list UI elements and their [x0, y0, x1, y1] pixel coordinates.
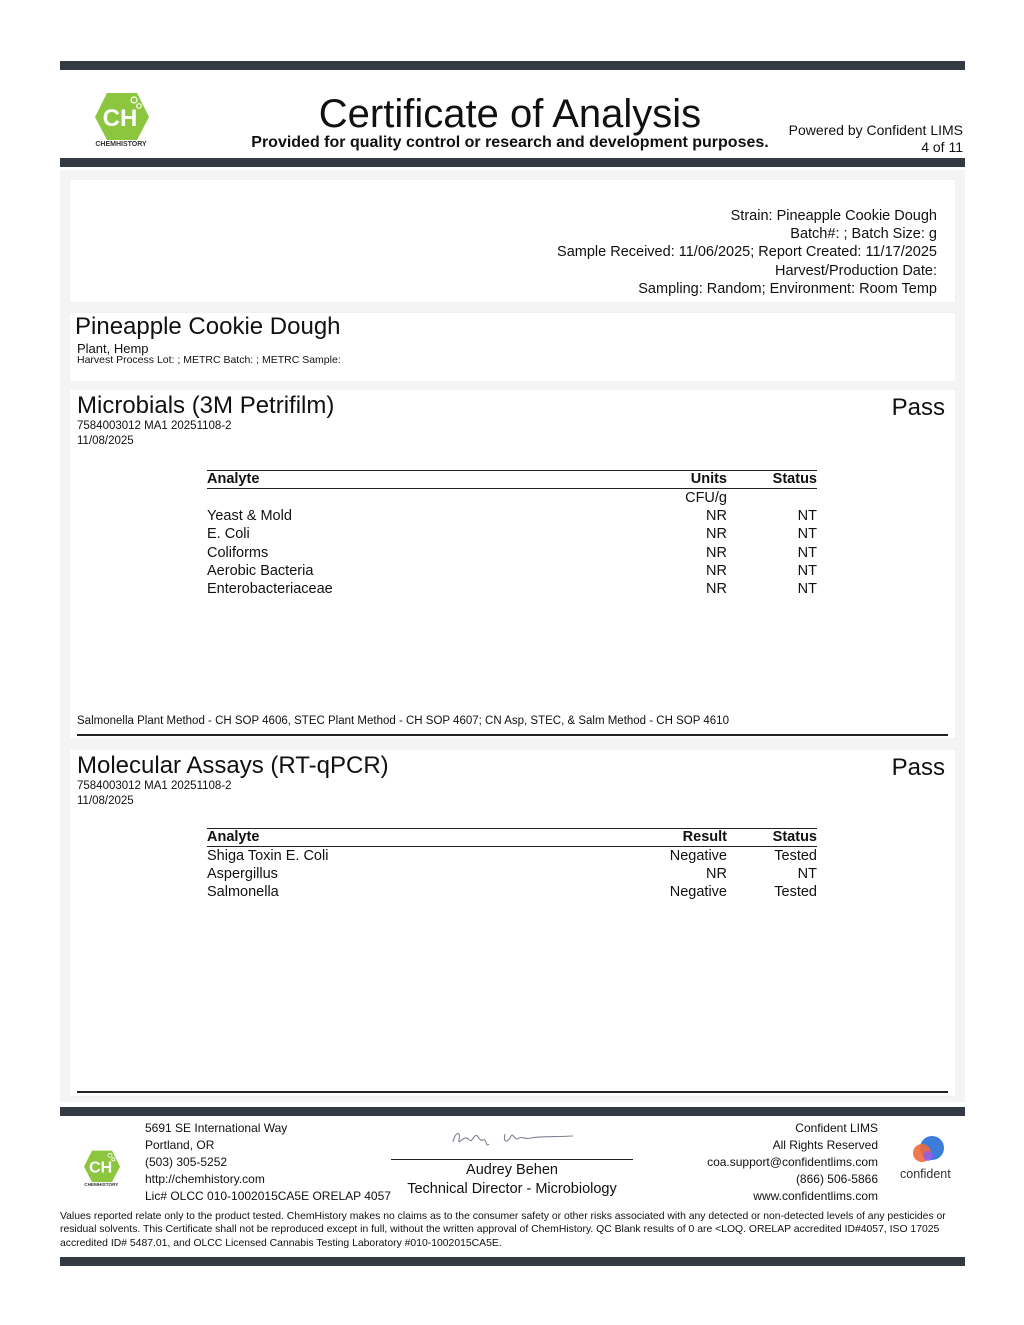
status-cell: Tested [774, 884, 817, 901]
col-status: Status [772, 829, 817, 845]
microbials-table [207, 470, 817, 598]
analyte-cell: Aerobic Bacteria [207, 562, 314, 579]
analyte-cell: Enterobacteriaceae [207, 581, 333, 598]
unit-cell: CFU/g [685, 490, 727, 506]
signature [445, 1124, 585, 1156]
table-row [207, 562, 817, 580]
table-row [207, 525, 817, 543]
section-divider [77, 1091, 948, 1093]
footer-logo-name: CHEMHISTORY [84, 1182, 119, 1187]
analyte-cell: E. Coli [207, 526, 250, 543]
product-lots: Harvest Process Lot: ; METRC Batch: ; METRC Sample: [77, 354, 341, 366]
signer-name: Audrey Behen [466, 1162, 558, 1178]
confident-circles-icon [898, 1134, 960, 1168]
lims-info [707, 1120, 878, 1205]
table-row [207, 580, 817, 598]
table-row [207, 489, 817, 508]
microbials-meta [77, 419, 232, 449]
molecular-panel [70, 750, 955, 1096]
rights-line: All Rights Reserved [772, 1138, 878, 1152]
units-cell: NR [706, 508, 727, 525]
result-cell: Negative [669, 884, 727, 901]
website-link[interactable]: http://chemhistory.com [145, 1172, 265, 1186]
status-cell: NT [797, 866, 817, 883]
bottom-bar [60, 1257, 965, 1266]
col-result: Result [682, 829, 727, 845]
col-status: Status [772, 471, 817, 487]
table-row [207, 847, 817, 866]
status-cell: NT [797, 581, 817, 598]
microbials-title: Microbials (3M Petrifilm) [77, 392, 335, 419]
analyte-cell: Salmonella [207, 884, 279, 901]
signature-scribble-icon [445, 1124, 585, 1156]
status-cell: Tested [774, 848, 817, 864]
molecular-meta [77, 779, 232, 809]
status-cell: NT [797, 544, 817, 561]
result-cell: Negative [669, 848, 727, 864]
powered-by-text: Powered by Confident LIMS [788, 122, 963, 138]
lab-address [145, 1120, 391, 1205]
lims-name: Confident LIMS [795, 1121, 878, 1135]
product-name: Pineapple Cookie Dough [75, 313, 341, 340]
confident-logo [898, 1134, 960, 1184]
col-analyte: Analyte [207, 471, 260, 487]
logo-name: CHEMHISTORY [95, 141, 147, 148]
col-units: Units [690, 471, 727, 487]
sample-info-panel [70, 180, 955, 302]
molecular-table [207, 828, 817, 902]
page-title: Certificate of Analysis [318, 92, 702, 136]
powered-by [789, 122, 963, 156]
microbials-panel [70, 390, 955, 738]
hexagon-logo-icon [92, 90, 152, 148]
microbials-result: Pass [891, 394, 945, 421]
signer-title: Technical Director - Microbiology [407, 1181, 617, 1197]
lims-phone: (866) 506-5866 [795, 1172, 878, 1186]
col-analyte: Analyte [207, 829, 260, 845]
phone-line: (503) 305-5252 [145, 1155, 228, 1169]
footer-bar [60, 1107, 965, 1116]
lims-website-link[interactable]: www.confidentlims.com [753, 1189, 878, 1203]
table-row [207, 865, 817, 883]
address-line: Portland, OR [145, 1138, 215, 1152]
table-row [207, 507, 817, 525]
table-row [207, 883, 817, 901]
batch-line: Batch#: ; Batch Size: g [790, 226, 937, 243]
sample-info-lines [557, 207, 937, 298]
units-cell: NR [706, 544, 727, 561]
units-cell: NR [706, 526, 727, 543]
molecular-date: 11/08/2025 [77, 795, 134, 807]
result-cell: NR [706, 866, 727, 883]
hexagon-logo-icon [82, 1148, 122, 1188]
method-note: Salmonella Plant Method - CH SOP 4606, STEC Plant Method - CH SOP 4607; CN Asp, STEC, & Salm Method - CH SOP 4610 [77, 715, 729, 727]
sampling-line: Sampling: Random; Environment: Room Temp [638, 280, 937, 297]
table-row [207, 544, 817, 562]
support-email-link[interactable]: coa.support@confidentlims.com [707, 1155, 878, 1169]
method-divider [77, 734, 948, 736]
analyte-cell: Coliforms [207, 544, 269, 561]
top-bar [60, 61, 965, 70]
page-number: 4 of 11 [921, 139, 963, 155]
harvest-line: Harvest/Production Date: [775, 262, 937, 279]
dates-line: Sample Received: 11/06/2025; Report Created: 11/17/2025 [557, 244, 937, 261]
analyte-cell: Yeast & Mold [207, 508, 292, 525]
disclaimer: Values reported relate only to the product tested. ChemHistory makes no claims as to the consumer safety or other risks associated with any detected or non-detected levels of any pesticides or residual solvents. This Certificate shall not be reproduced except in full, without the written approval of ChemHistory. QC Blank results of 0 are <LOQ. ORELAP accredited ID#4057, ISO 17025 accredited ID# 5487.01, and OLCC Licensed Cannabis Testing Laboratory #010-1002015CA5E. [60, 1211, 946, 1249]
analyte-cell: Shiga Toxin E. Coli [207, 848, 329, 864]
units-cell: NR [706, 581, 727, 598]
address-line: 5691 SE International Way [145, 1121, 288, 1135]
microbials-date: 11/08/2025 [77, 435, 134, 447]
footer-logo-letters: CH [89, 1159, 113, 1177]
table-header [207, 471, 817, 489]
logo-letters: CH [102, 105, 138, 132]
molecular-id: 7584003012 MA1 20251108-2 [77, 780, 232, 792]
strain-line: Strain: Pineapple Cookie Dough [730, 208, 937, 224]
signature-line [391, 1159, 633, 1160]
molecular-title: Molecular Assays (RT-qPCR) [77, 752, 389, 779]
header-bar [60, 158, 965, 167]
product-panel [70, 313, 955, 381]
microbials-id: 7584003012 MA1 20251108-2 [77, 420, 232, 432]
product-type: Plant, Hemp [77, 341, 149, 356]
chemhistory-logo [92, 90, 152, 148]
table-header [207, 829, 817, 847]
confident-logo-text: confident [900, 1167, 951, 1181]
units-cell: NR [706, 562, 727, 579]
molecular-result: Pass [891, 754, 945, 781]
license-line: Lic# OLCC 010-1002015CA5E ORELAP 4057 [145, 1189, 391, 1203]
status-cell: NT [797, 562, 817, 579]
status-cell: NT [797, 526, 817, 543]
status-cell: NT [797, 508, 817, 525]
analyte-cell: Aspergillus [207, 866, 278, 883]
footer-chemhistory-logo [82, 1148, 122, 1188]
page-subtitle: Provided for quality control or research and development purposes. [251, 134, 769, 151]
